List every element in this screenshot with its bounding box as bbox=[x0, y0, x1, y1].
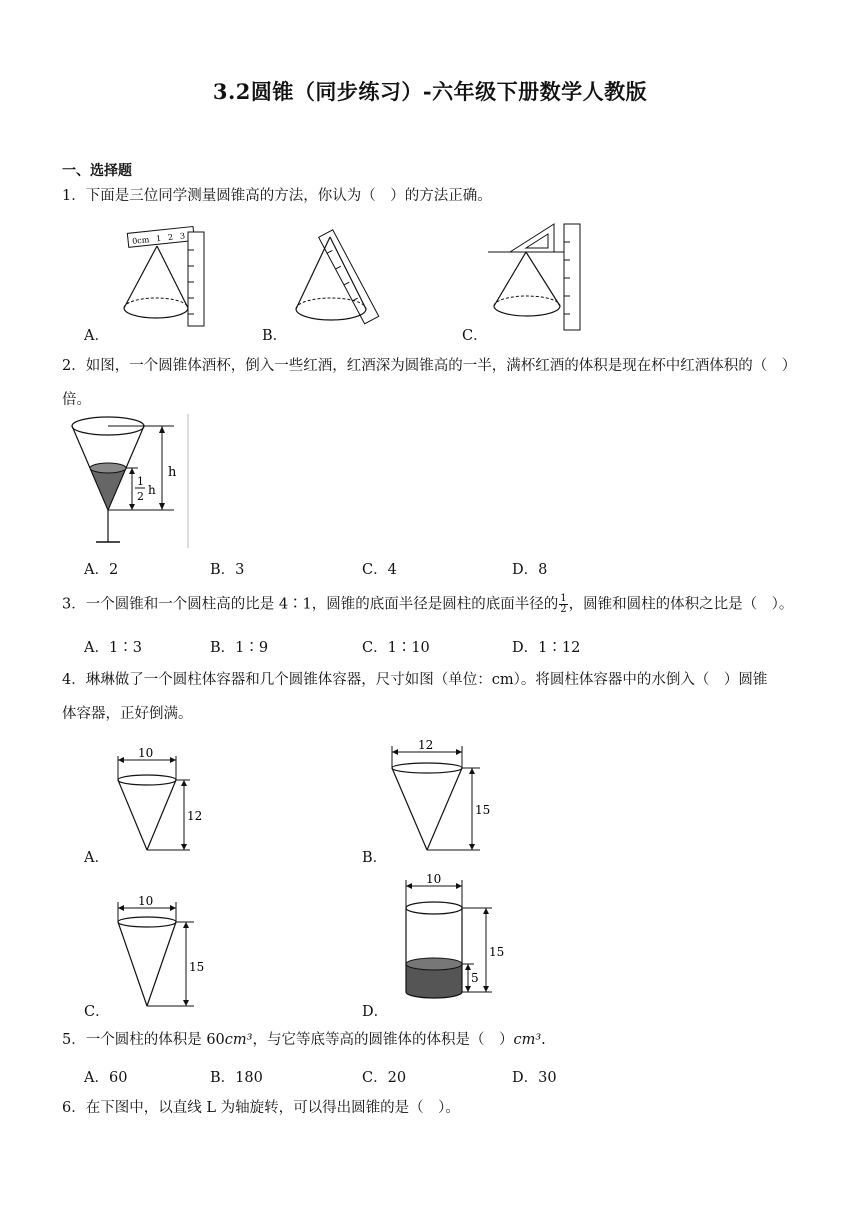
q3-option-c: C．1∶10 bbox=[362, 640, 430, 656]
ruler-label-2: 2 bbox=[167, 232, 174, 243]
q5-option-c: C．20 bbox=[362, 1070, 407, 1086]
q1-option-a: A． bbox=[84, 328, 109, 344]
question-1-text: 1．下面是三位同学测量圆锥高的方法，你认为（ ）的方法正确。 bbox=[62, 188, 492, 204]
q2-option-c: C．4 bbox=[362, 562, 397, 578]
ruler-label-0: 0cm bbox=[131, 235, 150, 246]
q2-option-b: B．3 bbox=[210, 562, 245, 578]
q1-figure-b bbox=[290, 225, 390, 335]
q3-option-d: D．1∶12 bbox=[512, 640, 581, 656]
q3-text-before: 3．一个圆锥和一个圆柱高的比是 4∶1，圆锥的底面半径是圆柱的底面半径的 bbox=[62, 596, 559, 613]
question-4-text-line1: 4．琳琳做了一个圆柱体容器和几个圆锥体容器，尺寸如图（单位：cm）。将圆柱体容器中的水倒入（ ）圆锥 bbox=[62, 672, 768, 688]
q4d-water-height: 5 bbox=[471, 971, 479, 985]
q1-option-b: B． bbox=[262, 328, 288, 344]
q2-option-a: A．2 bbox=[84, 562, 119, 578]
q1-figure-c bbox=[488, 220, 588, 335]
q4a-diameter: 10 bbox=[138, 746, 154, 760]
q4-option-c: C． bbox=[84, 1004, 110, 1020]
q1-option-c: C． bbox=[462, 328, 488, 344]
q4-figure-a-cone bbox=[108, 746, 218, 856]
q4-option-d: D． bbox=[362, 1004, 389, 1020]
question-4-text-line2: 体容器，正好倒满。 bbox=[62, 706, 193, 722]
q4d-height: 15 bbox=[489, 945, 505, 959]
q4b-diameter: 12 bbox=[418, 738, 434, 752]
page-title: 3.2圆锥（同步练习）-六年级下册数学人教版 bbox=[212, 79, 648, 104]
q4b-height: 15 bbox=[475, 803, 491, 817]
q2-wine-glass-figure bbox=[66, 414, 190, 550]
half-numerator: 1 bbox=[137, 475, 144, 488]
q5-option-a: A．60 bbox=[84, 1070, 128, 1086]
question-2-text-line1: 2．如图，一个圆锥体酒杯，倒入一些红酒，红酒深为圆锥高的一半，满杯红酒的体积是现在杯中红酒体积的（ ） bbox=[62, 358, 797, 374]
q3-fraction: $\frac{1}{2}$ bbox=[560, 593, 567, 615]
q4-figure-c-cone bbox=[108, 894, 218, 1012]
half-height-label: h bbox=[148, 483, 156, 497]
height-label-h: h bbox=[168, 465, 177, 480]
q1-figure-a bbox=[120, 220, 220, 330]
q4c-diameter: 10 bbox=[138, 894, 154, 908]
section-heading: 一、选择题 bbox=[62, 163, 132, 179]
q4-option-a: A． bbox=[84, 850, 109, 866]
question-5-text: 5．一个圆柱的体积是 60cm³，与它等底等高的圆锥体的体积是（ ）cm³. bbox=[62, 1032, 546, 1048]
q4a-height: 12 bbox=[187, 809, 203, 823]
question-3-text bbox=[62, 594, 793, 615]
ruler-label-1: 1 bbox=[155, 233, 162, 244]
q4-option-b: B． bbox=[362, 850, 388, 866]
unit-cm3: cm³ bbox=[224, 1032, 253, 1048]
half-denominator: 2 bbox=[137, 490, 144, 503]
question-6-text: 6．在下图中，以直线 L 为轴旋转，可以得出圆锥的是（ ）。 bbox=[62, 1100, 460, 1116]
q4d-diameter: 10 bbox=[426, 872, 442, 886]
q4c-height: 15 bbox=[189, 960, 205, 974]
q4-figure-b-cone bbox=[384, 738, 504, 856]
ruler-label-3: 3 bbox=[179, 231, 186, 241]
q5-option-b: B．180 bbox=[210, 1070, 263, 1086]
q3-option-a: A．1∶3 bbox=[84, 640, 142, 656]
q3-text-after: ，圆锥和圆柱的体积之比是（ ）。 bbox=[568, 596, 794, 613]
unit-cm3-2: cm³ bbox=[513, 1032, 542, 1048]
q4-figure-d-cylinder bbox=[396, 872, 516, 1002]
q5-option-d: D．30 bbox=[512, 1070, 557, 1086]
q2-option-d: D．8 bbox=[512, 562, 548, 578]
question-2-text-line2: 倍。 bbox=[62, 392, 91, 408]
q3-option-b: B．1∶9 bbox=[210, 640, 269, 656]
